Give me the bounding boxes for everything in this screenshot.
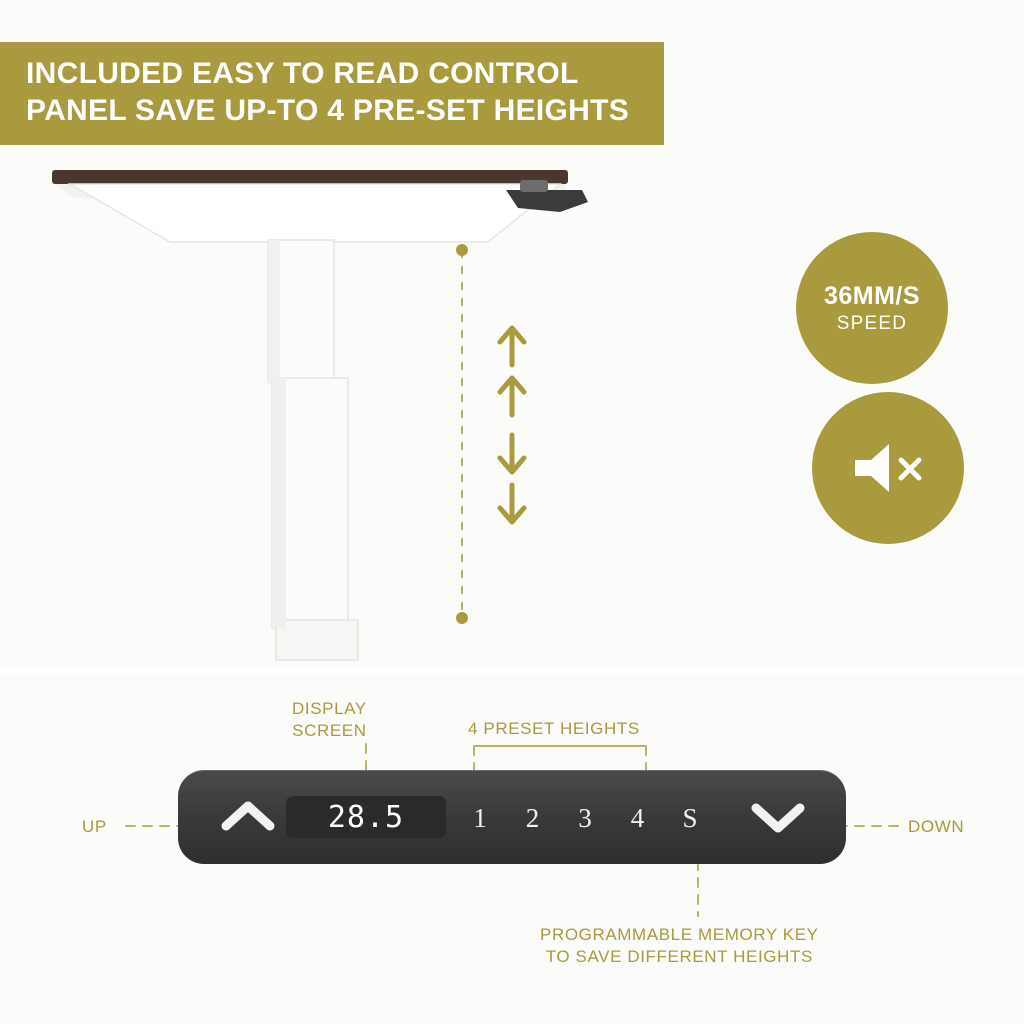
- desk-illustration: [0, 150, 700, 668]
- memory-save-key[interactable]: S: [682, 802, 698, 833]
- headline-line-2: PANEL SAVE UP-TO 4 PRE-SET HEIGHTS: [26, 93, 630, 127]
- bottom-panel: [0, 674, 1024, 1024]
- chevron-down-icon[interactable]: [750, 794, 806, 840]
- speed-badge: [796, 232, 948, 384]
- callout-memory: [540, 924, 819, 968]
- speed-label: SPEED: [836, 312, 908, 334]
- callout-display-line-2: SCREEN: [292, 721, 367, 741]
- callout-memory-line-2: TO SAVE DIFFERENT HEIGHTS: [545, 947, 813, 967]
- headline-banner: [0, 42, 664, 145]
- callout-memory-line-1: PROGRAMMABLE MEMORY KEY: [540, 925, 819, 944]
- chevron-up-icon[interactable]: [220, 794, 276, 840]
- preset-keys: [460, 796, 710, 840]
- callout-up: UP: [82, 817, 107, 836]
- preset-key-2[interactable]: 2: [525, 802, 540, 833]
- headline-line-1: INCLUDED EASY TO READ CONTROL: [26, 57, 579, 90]
- preset-key-1[interactable]: 1: [473, 802, 487, 833]
- muted-speaker-icon: [847, 436, 929, 500]
- control-panel-body: [178, 770, 846, 864]
- callout-down: DOWN: [908, 817, 965, 836]
- silent-badge: [812, 392, 964, 544]
- callout-display-screen: [292, 698, 367, 742]
- display-screen: [286, 796, 446, 838]
- callout-display-line-1: DISPLAY: [292, 699, 367, 718]
- callout-presets: 4 PRESET HEIGHTS: [468, 719, 640, 738]
- display-value: 28.5: [327, 799, 405, 835]
- preset-key-4[interactable]: 4: [630, 802, 645, 833]
- control-panel-device: [178, 770, 846, 890]
- preset-key-3[interactable]: 3: [578, 802, 592, 833]
- speed-value: 36MM/S: [823, 281, 921, 310]
